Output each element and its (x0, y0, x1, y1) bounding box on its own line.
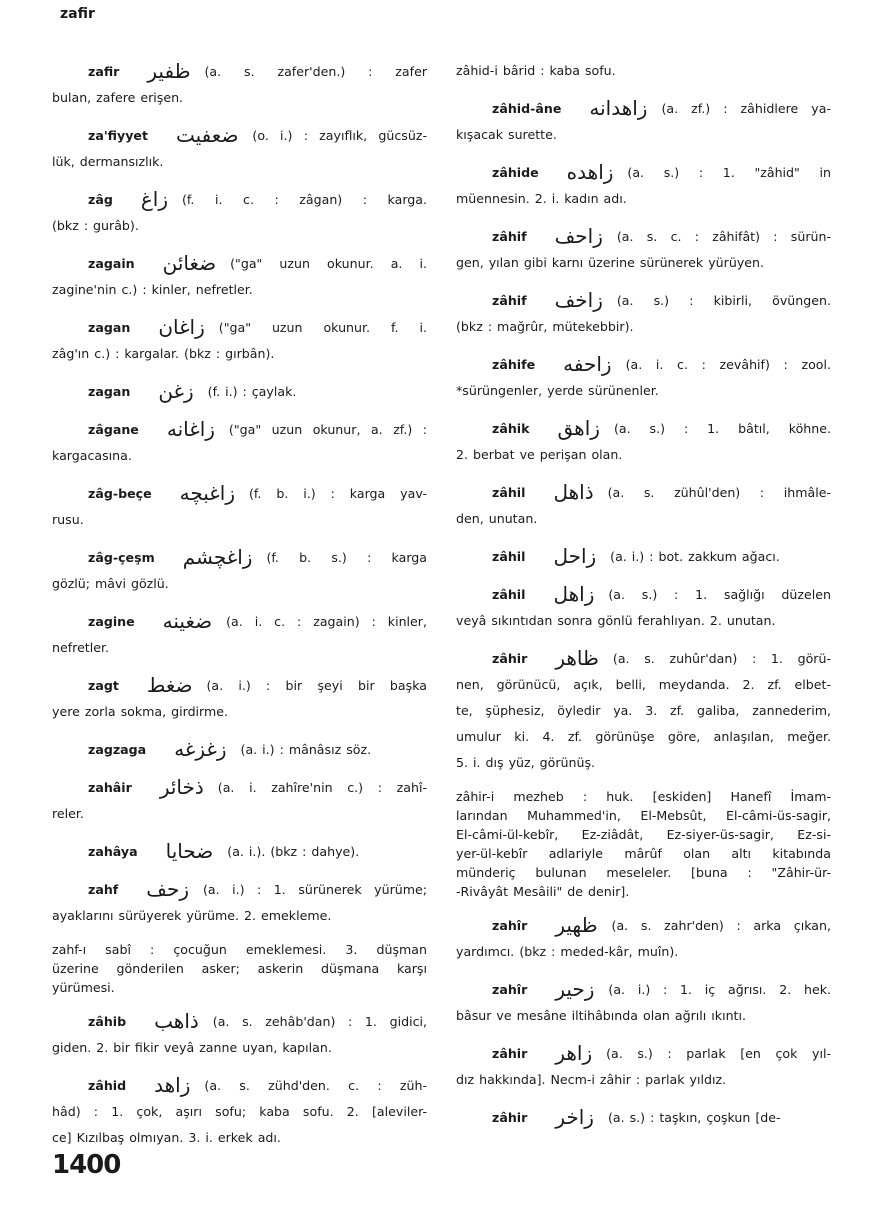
definition-line: nefretler. (52, 640, 110, 655)
definition-text: (a. i.) : mânâsız söz. (240, 742, 372, 757)
definition-line (52, 122, 427, 149)
definition-line: nen, görünücü, açık, belli, meydanda. 2. zf. elbet- (456, 677, 831, 692)
headword: zahîr (492, 982, 528, 997)
definition-line: ayaklarını sürüyerek yürüme. 2. emekleme. (52, 908, 332, 923)
dictionary-entry (456, 415, 831, 468)
dictionary-entry (456, 543, 831, 570)
headword: zâhid (88, 1078, 127, 1093)
definition-line: müennesin. 2. i. kadın adı. (456, 191, 627, 206)
definition-text: (f. i.) : çaylak. (207, 384, 297, 399)
dictionary-entry (456, 1104, 831, 1131)
headword: zâhife (492, 357, 536, 372)
arabic-script-spelling: زغن (158, 379, 194, 403)
dictionary-entry (456, 223, 831, 276)
arabic-script-spelling: زاهد (154, 1073, 191, 1097)
dictionary-entry (52, 416, 427, 469)
headword: zafir (88, 64, 120, 79)
arabic-script-spelling: زاهق (557, 416, 600, 440)
definition-text: (a. i. c. : zagain) : kinler, (226, 614, 427, 629)
definition-line: *sürüngenler, yerde sürünenler. (456, 383, 659, 398)
headword: zahâya (88, 844, 138, 859)
definition-line (52, 544, 427, 571)
definition-line: üzerine gönderilen asker; askerin düşmana karşı (52, 961, 427, 976)
dictionary-entry (52, 736, 427, 763)
definition-line (52, 838, 427, 865)
arabic-script-spelling: زاغانه (166, 417, 215, 441)
arabic-script-spelling: ذاهل (553, 480, 594, 504)
definition-line (456, 1040, 831, 1067)
definition-line (456, 543, 831, 570)
definition-line (456, 159, 831, 186)
dictionary-entry (52, 122, 427, 175)
definition-line: giden. 2. bir fikir veyâ zanne uyan, kapılan. (52, 1040, 332, 1055)
definition-line: gözlü; mâvi gözlü. (52, 576, 169, 591)
headword: zâhil (492, 587, 526, 602)
dictionary-entry (456, 787, 831, 901)
arabic-script-spelling: زاهده (566, 160, 614, 184)
arabic-script-spelling: زغزغه (174, 737, 227, 761)
arabic-script-spelling: زاغان (158, 315, 205, 339)
headword: zagan (88, 320, 131, 335)
definition-text: (f. b. s.) : karga (266, 550, 427, 565)
dictionary-entry (456, 159, 831, 212)
definition-line: zahf-ı sabî : çocuğun emeklemesi. 3. düşman (52, 942, 427, 957)
dictionary-entry (456, 95, 831, 148)
dictionary-entry (52, 58, 427, 111)
definition-text: (a. i.) : bot. zakkum ağacı. (610, 549, 780, 564)
definition-line: reler. (52, 806, 84, 821)
definition-line: veyâ sıkıntıdan sonra gönlü ferahlıyan. 2. unutan. (456, 613, 776, 628)
definition-line: zâhir-i mezheb : huk. [eskiden] Hanefî İmam- (456, 789, 831, 804)
definition-line (52, 186, 427, 213)
headword: zagzaga (88, 742, 147, 757)
headword: zahâir (88, 780, 132, 795)
definition-line: te, şüphesiz, öyledir ya. 3. zf. galiba, zannederim, (456, 703, 831, 718)
definition-text: (a. zf.) : zâhidlere ya- (661, 101, 831, 116)
definition-line (52, 1008, 427, 1035)
dictionary-entry (52, 608, 427, 661)
dictionary-entry (52, 774, 427, 827)
definition-line: hâd) : 1. çok, aşırı sofu; kaba sofu. 2. [aleviler- (52, 1104, 427, 1119)
headword: zâg-çeşm (88, 550, 155, 565)
dictionary-entry (456, 912, 831, 965)
definition-text: (a. s.) : kibirli, övüngen. (616, 293, 831, 308)
headword: zagt (88, 678, 119, 693)
definition-line: yardımcı. (bkz : meded-kâr, muîn). (456, 944, 679, 959)
headword: zâg (88, 192, 113, 207)
headword: zagan (88, 384, 131, 399)
definition-text: (a. s.) : taşkın, çoşkun [de- (607, 1110, 781, 1125)
definition-line: umulur ki. 4. zf. görünüşe göre, anlaşılan, meğer. (456, 729, 831, 744)
dictionary-entry (456, 976, 831, 1029)
definition-text: (a. s. zuhûr'dan) : 1. görü- (612, 651, 831, 666)
definition-line (456, 415, 831, 442)
definition-text: (a. i.) : 1. iç ağrısı. 2. hek. (608, 982, 831, 997)
arabic-script-spelling: زاحفه (563, 352, 612, 376)
dictionary-entry (52, 544, 427, 597)
definition-line (52, 378, 427, 405)
definition-line: -Rivâyât Mesâili" de denir]. (456, 884, 630, 899)
definition-line (456, 581, 831, 608)
definition-line (456, 976, 831, 1003)
definition-line (52, 416, 427, 443)
definition-text: (a. s.) : parlak [en çok yıl- (606, 1046, 831, 1061)
definition-text: (f. b. i.) : karga yav- (248, 486, 427, 501)
headword: zâhik (492, 421, 530, 436)
definition-line (52, 774, 427, 801)
arabic-script-spelling: ضحايا (165, 839, 214, 863)
definition-line (52, 480, 427, 507)
arabic-script-spelling: زاغچشم (182, 545, 253, 569)
headword: zâhir (492, 1110, 528, 1125)
definition-text: (a. i. zahîre'nin c.) : zahî- (217, 780, 427, 795)
headword: zahf (88, 882, 119, 897)
definition-line (456, 1104, 831, 1131)
definition-line (456, 351, 831, 378)
dictionary-entry (52, 838, 427, 865)
definition-line (456, 912, 831, 939)
headword: zâhil (492, 485, 526, 500)
definition-line: (bkz : mağrûr, mütekebbir). (456, 319, 634, 334)
dictionary-entry (52, 940, 427, 997)
definition-line (52, 58, 427, 85)
dictionary-entry (52, 378, 427, 405)
arabic-script-spelling: ضغائن (162, 251, 217, 275)
definition-text: (a. s. zafer'den.) : zafer (204, 64, 427, 79)
definition-line: kışacak surette. (456, 127, 557, 142)
definition-text: (a. s. zühd'den. c. : züh- (204, 1078, 427, 1093)
definition-text: (a. s. c. : zâhifât) : sürün- (616, 229, 831, 244)
definition-line (52, 672, 427, 699)
dictionary-entry (456, 479, 831, 532)
arabic-script-spelling: زاخر (555, 1105, 594, 1129)
arabic-script-spelling: زحير (555, 977, 595, 1001)
definition-line: yürümesi. (52, 980, 115, 995)
definition-text: (f. i. c. : zâgan) : karga. (182, 192, 427, 207)
dictionary-entry (456, 287, 831, 340)
definition-text: (a. s.) : 1. bâtıl, köhne. (613, 421, 831, 436)
arabic-script-spelling: زاغ (140, 187, 168, 211)
definition-line: 5. i. dış yüz, görünüş. (456, 755, 596, 770)
headword: zâhif (492, 229, 527, 244)
dictionary-entry (52, 1008, 427, 1061)
arabic-script-spelling: ظفير (147, 59, 191, 83)
definition-text: ("ga" uzun okunur. a. i. (230, 256, 427, 271)
definition-text: (a. i.). (bkz : dahye). (227, 844, 360, 859)
definition-line (52, 876, 427, 903)
definition-line: zâg'ın c.) : kargalar. (bkz : gırbân). (52, 346, 275, 361)
definition-text: ("ga" uzun okunur. f. i. (218, 320, 427, 335)
dictionary-entry (456, 581, 831, 634)
definition-line: 2. berbat ve perişan olan. (456, 447, 623, 462)
headword: zâhide (492, 165, 539, 180)
definition-line: gen, yılan gibi karnı üzerine sürünerek yürüyen. (456, 255, 765, 270)
dictionary-entry (52, 480, 427, 533)
definition-text: (a. i.) : bir şeyi bir başka (206, 678, 427, 693)
dictionary-entry (456, 645, 831, 776)
dictionary-entry (52, 1072, 427, 1151)
definition-line (52, 608, 427, 635)
definition-text: (a. s. zühûl'den) : ihmâle- (607, 485, 831, 500)
definition-line: yere zorla sokma, girdirme. (52, 704, 229, 719)
definition-line: den, unutan. (456, 511, 538, 526)
running-head: zafir (60, 6, 95, 22)
definition-line: (bkz : gurâb). (52, 218, 139, 233)
headword: zâhir (492, 651, 528, 666)
definition-line: münderiç bulunan meseleler. [buna : "Zâhir-ür- (456, 865, 831, 880)
page-number: 1400 (52, 1150, 121, 1180)
definition-line: ce] Kızılbaş olmıyan. 3. i. erkek adı. (52, 1130, 281, 1145)
headword: zâg-beçe (88, 486, 152, 501)
arabic-script-spelling: زاغبچه (179, 481, 235, 505)
definition-line: bulan, zafere erişen. (52, 90, 184, 105)
arabic-script-spelling: ظاهر (555, 646, 599, 670)
arabic-script-spelling: ضغينه (162, 609, 213, 633)
definition-line (52, 250, 427, 277)
dictionary-entry (52, 314, 427, 367)
definition-line: El-câmi-ül-kebîr, Ez-ziâdât, Ez-siyer-üs-sagir, Ez-si- (456, 827, 831, 842)
definition-line (52, 314, 427, 341)
definition-line: rusu. (52, 512, 84, 527)
arabic-script-spelling: زاهل (553, 582, 595, 606)
definition-text: (o. i.) : zayıflık, gücsüz- (252, 128, 427, 143)
arabic-script-spelling: ظهير (555, 913, 598, 937)
definition-text: ("ga" uzun okunur, a. zf.) : (228, 422, 427, 437)
headword: zâhil (492, 549, 526, 564)
definition-text: (a. s. zehâb'dan) : 1. gidici, (212, 1014, 427, 1029)
headword: zahîr (492, 918, 528, 933)
definition-text: (a. s. zahr'den) : arka çıkan, (611, 918, 831, 933)
dictionary-entry (52, 876, 427, 929)
definition-text: (a. s.) : 1. sağlığı düzelen (608, 587, 831, 602)
arabic-script-spelling: زاهر (555, 1041, 593, 1065)
dictionary-entry (456, 351, 831, 404)
definition-line: dız hakkında]. Necm-i zâhir : parlak yıldız. (456, 1072, 727, 1087)
definition-text: (a. i.) : 1. sürünerek yürüme; (203, 882, 427, 897)
dictionary-entry (456, 1040, 831, 1093)
definition-line: larından Muhammed'in, El-Mebsût, El-câmi-üs-sagir, (456, 808, 831, 823)
arabic-script-spelling: ذاهب (154, 1009, 199, 1033)
definition-line (456, 479, 831, 506)
definition-line (456, 645, 831, 672)
definition-line: lük, dermansızlık. (52, 154, 164, 169)
definition-line (456, 287, 831, 314)
definition-line (52, 736, 427, 763)
headword: zâhir (492, 1046, 528, 1061)
arabic-script-spelling: ضغط (146, 673, 193, 697)
arabic-script-spelling: ذخائر (159, 775, 204, 799)
arabic-script-spelling: زاخف (554, 288, 603, 312)
headword: zagain (88, 256, 135, 271)
definition-text: (a. i. c. : zevâhif) : zool. (625, 357, 831, 372)
definition-line (456, 223, 831, 250)
definition-text: (a. s.) : 1. "zâhid" in (627, 165, 831, 180)
definition-line: yer-ül-kebîr adlariyle mârûf olan altı kitabında (456, 846, 831, 861)
dictionary-entry (456, 58, 831, 84)
headword: za'fiyyet (88, 128, 148, 143)
definition-line (52, 1072, 427, 1099)
arabic-script-spelling: زحف (146, 877, 190, 901)
definition-line: bâsur ve mesâne iltihâbında olan ağrılı ıkıntı. (456, 1008, 746, 1023)
headword: zâhid-âne (492, 101, 562, 116)
dictionary-entry (52, 672, 427, 725)
headword: zâhib (88, 1014, 127, 1029)
arabic-script-spelling: ضعفيت (176, 123, 239, 147)
definition-line (456, 95, 831, 122)
definition-line: zagine'nin c.) : kinler, nefretler. (52, 282, 253, 297)
dictionary-entry (52, 186, 427, 239)
headword: zâgane (88, 422, 139, 437)
headword: zâhif (492, 293, 527, 308)
left-column (52, 58, 427, 1162)
arabic-script-spelling: زاحف (554, 224, 603, 248)
arabic-script-spelling: زاهدانه (589, 96, 648, 120)
dictionary-entry (52, 250, 427, 303)
definition-line: zâhid-i bârid : kaba sofu. (456, 63, 616, 78)
definition-line: kargacasına. (52, 448, 132, 463)
right-column (456, 58, 831, 1142)
headword: zagine (88, 614, 135, 629)
arabic-script-spelling: زاحل (553, 544, 597, 568)
